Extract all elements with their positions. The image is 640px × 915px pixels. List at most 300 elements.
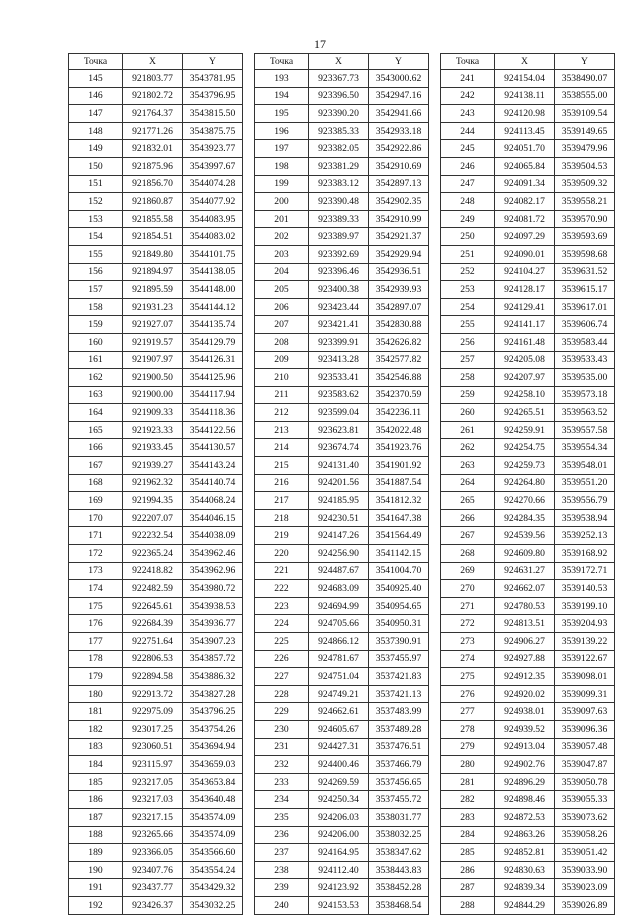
table-row (255, 597, 429, 615)
point-number-cell: 244 (441, 122, 495, 140)
x-coordinate-cell: 924206.00 (309, 826, 369, 844)
y-coordinate-cell: 3539047.87 (555, 756, 615, 774)
coordinates-table-3 (440, 53, 615, 915)
y-coordinate-cell: 3539631.52 (555, 263, 615, 281)
point-number-cell: 171 (69, 527, 123, 545)
y-coordinate-cell: 3538490.07 (555, 70, 615, 88)
x-coordinate-cell: 921803.77 (123, 70, 183, 88)
y-coordinate-cell: 3541887.54 (369, 474, 429, 492)
table-row (255, 685, 429, 703)
point-number-cell: 221 (255, 562, 309, 580)
point-number-cell: 243 (441, 105, 495, 123)
x-coordinate-cell: 923623.81 (309, 421, 369, 439)
x-coordinate-cell: 923017.25 (123, 720, 183, 738)
table-row (441, 316, 615, 334)
table-row (255, 703, 429, 721)
y-coordinate-cell: 3544083.95 (183, 210, 243, 228)
x-coordinate-cell: 921854.51 (123, 228, 183, 246)
point-number-cell: 175 (69, 597, 123, 615)
point-number-cell: 203 (255, 245, 309, 263)
x-coordinate-cell: 923265.66 (123, 826, 183, 844)
x-coordinate-cell: 923060.51 (123, 738, 183, 756)
table-row (255, 492, 429, 510)
point-number-cell: 148 (69, 122, 123, 140)
x-coordinate-cell: 924097.29 (495, 228, 555, 246)
table-header-row (255, 54, 429, 70)
table-row (255, 808, 429, 826)
point-number-cell: 269 (441, 562, 495, 580)
point-number-cell: 222 (255, 580, 309, 598)
point-number-cell: 223 (255, 597, 309, 615)
x-coordinate-cell: 924205.08 (495, 351, 555, 369)
x-coordinate-cell: 922684.39 (123, 615, 183, 633)
point-number-cell: 256 (441, 333, 495, 351)
x-coordinate-cell: 922207.07 (123, 509, 183, 527)
table-row (69, 826, 243, 844)
y-coordinate-cell: 3543781.95 (183, 70, 243, 88)
point-number-cell: 232 (255, 756, 309, 774)
table-row (69, 808, 243, 826)
table-row (255, 369, 429, 387)
x-coordinate-cell: 923385.33 (309, 122, 369, 140)
y-coordinate-cell: 3539606.74 (555, 316, 615, 334)
table-row (441, 791, 615, 809)
point-number-cell: 217 (255, 492, 309, 510)
header-point: Точка (255, 54, 309, 70)
x-coordinate-cell: 921939.27 (123, 457, 183, 475)
y-coordinate-cell: 3543000.62 (369, 70, 429, 88)
point-number-cell: 218 (255, 509, 309, 527)
table-row (441, 404, 615, 422)
y-coordinate-cell: 3539563.52 (555, 404, 615, 422)
y-coordinate-cell: 3542546.88 (369, 369, 429, 387)
y-coordinate-cell: 3538555.00 (555, 87, 615, 105)
table-row (69, 439, 243, 457)
x-coordinate-cell: 924153.53 (309, 896, 369, 914)
y-coordinate-cell: 3538468.54 (369, 896, 429, 914)
y-coordinate-cell: 3537421.13 (369, 685, 429, 703)
y-coordinate-cell: 3542897.13 (369, 175, 429, 193)
table-row (441, 633, 615, 651)
point-number-cell: 200 (255, 193, 309, 211)
table-row (441, 421, 615, 439)
table-row (69, 720, 243, 738)
point-number-cell: 233 (255, 773, 309, 791)
y-coordinate-cell: 3543640.48 (183, 791, 243, 809)
point-number-cell: 240 (255, 896, 309, 914)
y-coordinate-cell: 3539509.32 (555, 175, 615, 193)
x-coordinate-cell: 921900.00 (123, 386, 183, 404)
table-row (441, 122, 615, 140)
y-coordinate-cell: 3543875.75 (183, 122, 243, 140)
y-coordinate-cell: 3544138.05 (183, 263, 243, 281)
x-coordinate-cell: 924780.53 (495, 597, 555, 615)
y-coordinate-cell: 3538452.28 (369, 879, 429, 897)
point-number-cell: 283 (441, 808, 495, 826)
y-coordinate-cell: 3537456.65 (369, 773, 429, 791)
table-row (255, 87, 429, 105)
table-row (255, 245, 429, 263)
x-coordinate-cell: 923426.37 (123, 896, 183, 914)
y-coordinate-cell: 3542910.99 (369, 210, 429, 228)
x-coordinate-cell: 924164.95 (309, 844, 369, 862)
x-coordinate-cell: 924866.12 (309, 633, 369, 651)
y-coordinate-cell: 3543962.96 (183, 562, 243, 580)
y-coordinate-cell: 3544126.31 (183, 351, 243, 369)
table-row (441, 597, 615, 615)
point-number-cell: 153 (69, 210, 123, 228)
y-coordinate-cell: 3543659.03 (183, 756, 243, 774)
table-row (69, 386, 243, 404)
table-row (255, 545, 429, 563)
y-coordinate-cell: 3539149.65 (555, 122, 615, 140)
point-number-cell: 206 (255, 298, 309, 316)
y-coordinate-cell: 3541812.32 (369, 492, 429, 510)
y-coordinate-cell: 3539615.17 (555, 281, 615, 299)
point-number-cell: 252 (441, 263, 495, 281)
x-coordinate-cell: 924065.84 (495, 157, 555, 175)
x-coordinate-cell: 924091.34 (495, 175, 555, 193)
point-number-cell: 241 (441, 70, 495, 88)
table-row (255, 562, 429, 580)
table-row (255, 474, 429, 492)
point-number-cell: 176 (69, 615, 123, 633)
point-number-cell: 192 (69, 896, 123, 914)
y-coordinate-cell: 3544077.92 (183, 193, 243, 211)
x-coordinate-cell: 924912.35 (495, 668, 555, 686)
point-number-cell: 276 (441, 685, 495, 703)
y-coordinate-cell: 3541142.15 (369, 545, 429, 563)
x-coordinate-cell: 924113.45 (495, 122, 555, 140)
table-row (69, 333, 243, 351)
point-number-cell: 193 (255, 70, 309, 88)
header-point: Точка (441, 54, 495, 70)
x-coordinate-cell: 923390.20 (309, 105, 369, 123)
table-row (441, 210, 615, 228)
point-number-cell: 214 (255, 439, 309, 457)
x-coordinate-cell: 924902.76 (495, 756, 555, 774)
point-number-cell: 277 (441, 703, 495, 721)
table-row (441, 439, 615, 457)
point-number-cell: 157 (69, 281, 123, 299)
table-row (255, 105, 429, 123)
table-row (255, 615, 429, 633)
y-coordinate-cell: 3542830.88 (369, 316, 429, 334)
point-number-cell: 236 (255, 826, 309, 844)
y-coordinate-cell: 3539557.58 (555, 421, 615, 439)
y-coordinate-cell: 3543936.77 (183, 615, 243, 633)
y-coordinate-cell: 3539172.71 (555, 562, 615, 580)
table-row (69, 562, 243, 580)
y-coordinate-cell: 3539139.22 (555, 633, 615, 651)
y-coordinate-cell: 3540925.40 (369, 580, 429, 598)
coordinates-table-2 (254, 53, 429, 915)
point-number-cell: 270 (441, 580, 495, 598)
table-row (441, 562, 615, 580)
point-number-cell: 264 (441, 474, 495, 492)
y-coordinate-cell: 3539558.21 (555, 193, 615, 211)
y-coordinate-cell: 3541004.70 (369, 562, 429, 580)
table-row (69, 157, 243, 175)
x-coordinate-cell: 924896.29 (495, 773, 555, 791)
table-row (441, 703, 615, 721)
table-row (255, 826, 429, 844)
table-row (441, 844, 615, 862)
point-number-cell: 155 (69, 245, 123, 263)
header-y: Y (183, 54, 243, 70)
point-number-cell: 242 (441, 87, 495, 105)
x-coordinate-cell: 924090.01 (495, 245, 555, 263)
table-row (69, 457, 243, 475)
point-number-cell: 287 (441, 879, 495, 897)
table-row (441, 527, 615, 545)
x-coordinate-cell: 924259.91 (495, 421, 555, 439)
table-row (69, 896, 243, 914)
point-number-cell: 238 (255, 861, 309, 879)
y-coordinate-cell: 3541647.38 (369, 509, 429, 527)
x-coordinate-cell: 924872.53 (495, 808, 555, 826)
point-number-cell: 262 (441, 439, 495, 457)
coordinates-table-1 (68, 53, 243, 915)
x-coordinate-cell: 921895.59 (123, 281, 183, 299)
y-coordinate-cell: 3539097.63 (555, 703, 615, 721)
point-number-cell: 207 (255, 316, 309, 334)
x-coordinate-cell: 924927.88 (495, 650, 555, 668)
y-coordinate-cell: 3543694.94 (183, 738, 243, 756)
y-coordinate-cell: 3544135.74 (183, 316, 243, 334)
point-number-cell: 251 (441, 245, 495, 263)
y-coordinate-cell: 3543574.09 (183, 826, 243, 844)
point-number-cell: 234 (255, 791, 309, 809)
y-coordinate-cell: 3538031.77 (369, 808, 429, 826)
header-point: Точка (69, 54, 123, 70)
y-coordinate-cell: 3538032.25 (369, 826, 429, 844)
table-row (441, 333, 615, 351)
point-number-cell: 191 (69, 879, 123, 897)
x-coordinate-cell: 924284.35 (495, 509, 555, 527)
point-number-cell: 202 (255, 228, 309, 246)
x-coordinate-cell: 924265.51 (495, 404, 555, 422)
x-coordinate-cell: 921962.32 (123, 474, 183, 492)
x-coordinate-cell: 924207.97 (495, 369, 555, 387)
point-number-cell: 160 (69, 333, 123, 351)
x-coordinate-cell: 922645.61 (123, 597, 183, 615)
point-number-cell: 146 (69, 87, 123, 105)
y-coordinate-cell: 3542897.07 (369, 298, 429, 316)
table-row (255, 175, 429, 193)
table-row (255, 756, 429, 774)
x-coordinate-cell: 924082.17 (495, 193, 555, 211)
y-coordinate-cell: 3540954.65 (369, 597, 429, 615)
y-coordinate-cell: 3539551.20 (555, 474, 615, 492)
x-coordinate-cell: 924269.59 (309, 773, 369, 791)
table-row (255, 633, 429, 651)
y-coordinate-cell: 3539050.78 (555, 773, 615, 791)
x-coordinate-cell: 923367.73 (309, 70, 369, 88)
x-coordinate-cell: 924813.51 (495, 615, 555, 633)
y-coordinate-cell: 3539538.94 (555, 509, 615, 527)
y-coordinate-cell: 3540950.31 (369, 615, 429, 633)
y-coordinate-cell: 3544117.94 (183, 386, 243, 404)
point-number-cell: 220 (255, 545, 309, 563)
x-coordinate-cell: 924154.04 (495, 70, 555, 88)
point-number-cell: 213 (255, 421, 309, 439)
point-number-cell: 228 (255, 685, 309, 703)
table-row (69, 844, 243, 862)
x-coordinate-cell: 921923.33 (123, 421, 183, 439)
x-coordinate-cell: 923421.41 (309, 316, 369, 334)
table-row (255, 193, 429, 211)
x-coordinate-cell: 923674.74 (309, 439, 369, 457)
point-number-cell: 231 (255, 738, 309, 756)
x-coordinate-cell: 924147.26 (309, 527, 369, 545)
x-coordinate-cell: 921860.87 (123, 193, 183, 211)
table-row (441, 298, 615, 316)
x-coordinate-cell: 924938.01 (495, 703, 555, 721)
point-number-cell: 227 (255, 668, 309, 686)
point-number-cell: 156 (69, 263, 123, 281)
point-number-cell: 169 (69, 492, 123, 510)
y-coordinate-cell: 3543554.24 (183, 861, 243, 879)
table-row (255, 844, 429, 862)
point-number-cell: 239 (255, 879, 309, 897)
y-coordinate-cell: 3539122.67 (555, 650, 615, 668)
point-number-cell: 177 (69, 633, 123, 651)
x-coordinate-cell: 924844.29 (495, 896, 555, 914)
y-coordinate-cell: 3542933.18 (369, 122, 429, 140)
point-number-cell: 185 (69, 773, 123, 791)
point-number-cell: 174 (69, 580, 123, 598)
y-coordinate-cell: 3544046.15 (183, 509, 243, 527)
y-coordinate-cell: 3539533.43 (555, 351, 615, 369)
point-number-cell: 259 (441, 386, 495, 404)
y-coordinate-cell: 3538443.83 (369, 861, 429, 879)
table-row (441, 509, 615, 527)
table-row (255, 650, 429, 668)
y-coordinate-cell: 3543938.53 (183, 597, 243, 615)
table-row (441, 492, 615, 510)
x-coordinate-cell: 921802.72 (123, 87, 183, 105)
table-row (69, 421, 243, 439)
y-coordinate-cell: 3539199.10 (555, 597, 615, 615)
point-number-cell: 165 (69, 421, 123, 439)
x-coordinate-cell: 923413.28 (309, 351, 369, 369)
x-coordinate-cell: 924081.72 (495, 210, 555, 228)
x-coordinate-cell: 921933.45 (123, 439, 183, 457)
y-coordinate-cell: 3543923.77 (183, 140, 243, 158)
point-number-cell: 189 (69, 844, 123, 862)
point-number-cell: 258 (441, 369, 495, 387)
table-row (255, 439, 429, 457)
point-number-cell: 147 (69, 105, 123, 123)
table-row (255, 140, 429, 158)
x-coordinate-cell: 922806.53 (123, 650, 183, 668)
point-number-cell: 267 (441, 527, 495, 545)
table-row (255, 281, 429, 299)
y-coordinate-cell: 3543796.95 (183, 87, 243, 105)
table-row (441, 808, 615, 826)
point-number-cell: 263 (441, 457, 495, 475)
y-coordinate-cell: 3539593.69 (555, 228, 615, 246)
table-row (69, 773, 243, 791)
point-number-cell: 179 (69, 668, 123, 686)
table-row (441, 140, 615, 158)
y-coordinate-cell: 3543907.23 (183, 633, 243, 651)
point-number-cell: 178 (69, 650, 123, 668)
table-row (69, 650, 243, 668)
y-coordinate-cell: 3544129.79 (183, 333, 243, 351)
x-coordinate-cell: 923383.12 (309, 175, 369, 193)
x-coordinate-cell: 922232.54 (123, 527, 183, 545)
table-row (441, 474, 615, 492)
x-coordinate-cell: 924230.51 (309, 509, 369, 527)
x-coordinate-cell: 924539.56 (495, 527, 555, 545)
point-number-cell: 145 (69, 70, 123, 88)
table-row (69, 105, 243, 123)
y-coordinate-cell: 3544144.12 (183, 298, 243, 316)
point-number-cell: 279 (441, 738, 495, 756)
table-row (69, 87, 243, 105)
point-number-cell: 285 (441, 844, 495, 862)
point-number-cell: 166 (69, 439, 123, 457)
point-number-cell: 150 (69, 157, 123, 175)
point-number-cell: 278 (441, 720, 495, 738)
x-coordinate-cell: 924185.95 (309, 492, 369, 510)
x-coordinate-cell: 924128.17 (495, 281, 555, 299)
y-coordinate-cell: 3539573.18 (555, 386, 615, 404)
table-row (441, 685, 615, 703)
y-coordinate-cell: 3543566.60 (183, 844, 243, 862)
point-number-cell: 245 (441, 140, 495, 158)
y-coordinate-cell: 3543980.72 (183, 580, 243, 598)
y-coordinate-cell: 3542577.82 (369, 351, 429, 369)
point-number-cell: 253 (441, 281, 495, 299)
table-row (441, 580, 615, 598)
x-coordinate-cell: 923382.05 (309, 140, 369, 158)
table-row (255, 70, 429, 88)
point-number-cell: 229 (255, 703, 309, 721)
x-coordinate-cell: 924705.66 (309, 615, 369, 633)
x-coordinate-cell: 922482.59 (123, 580, 183, 598)
x-coordinate-cell: 923533.41 (309, 369, 369, 387)
point-number-cell: 210 (255, 369, 309, 387)
point-number-cell: 265 (441, 492, 495, 510)
table-row (255, 386, 429, 404)
x-coordinate-cell: 923366.05 (123, 844, 183, 862)
point-number-cell: 195 (255, 105, 309, 123)
table-row (69, 228, 243, 246)
table-body (441, 70, 615, 915)
x-coordinate-cell: 923437.77 (123, 879, 183, 897)
x-coordinate-cell: 922418.82 (123, 562, 183, 580)
y-coordinate-cell: 3539051.42 (555, 844, 615, 862)
x-coordinate-cell: 921832.01 (123, 140, 183, 158)
point-number-cell: 164 (69, 404, 123, 422)
y-coordinate-cell: 3544083.02 (183, 228, 243, 246)
y-coordinate-cell: 3539033.90 (555, 861, 615, 879)
y-coordinate-cell: 3539504.53 (555, 157, 615, 175)
point-number-cell: 266 (441, 509, 495, 527)
table-row (69, 70, 243, 88)
point-number-cell: 215 (255, 457, 309, 475)
y-coordinate-cell: 3544074.28 (183, 175, 243, 193)
x-coordinate-cell: 923396.50 (309, 87, 369, 105)
y-coordinate-cell: 3537476.51 (369, 738, 429, 756)
point-number-cell: 226 (255, 650, 309, 668)
point-number-cell: 152 (69, 193, 123, 211)
table-row (255, 879, 429, 897)
point-number-cell: 260 (441, 404, 495, 422)
